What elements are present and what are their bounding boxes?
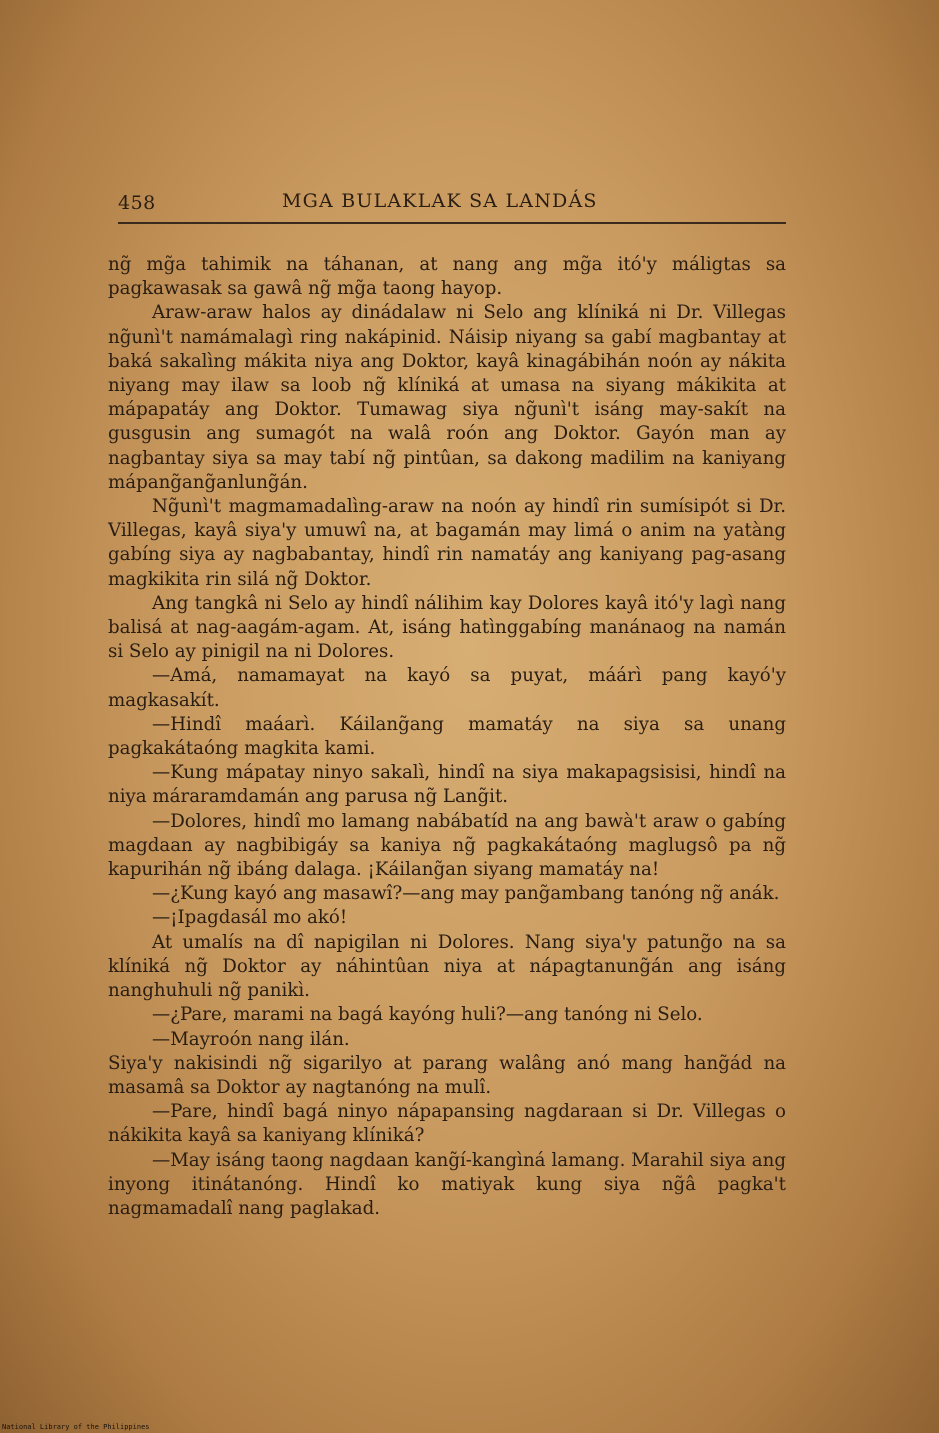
paragraph: Araw-araw halos ay dinádalaw ni Selo ang klíniká ni Dr. Villegas ng̃unì't namámalagì ring nakápinid. Náisip niyang sa gabí magbantay at baká sakalìng mákita niya ang Doktor, kayâ kinagábihán noón ay nákita niyang may ilaw sa loob ng̃ klíniká at umasa na siyang mákikita at mápapatáy ang Doktor. Tumawag siya ng̃unì't isáng may-sakít na gusgusin ang sumagót na walâ roón ang Doktor. Gayón man ay nagbantay siya sa may tabí ng̃ pintûan, sa dakong madilim na kaniyang mápang̃ang̃anlung̃án. bbox=[108, 302, 786, 493]
dialogue-line: —May isáng taong nagdaan kang̃í-kangìná lamang. Marahil siya ang inyong itinátanóng. Hindî ko matiyak kung siya ng̃â pagka't nagmamadalî nang paglakad. bbox=[108, 1149, 786, 1219]
running-head bbox=[118, 188, 786, 218]
dialogue-line: —Kung mápatay ninyo sakalì, hindî na siya makapagsisisi, hindî na niya máraramdamán ang parusa ng̃ Lang̃it. bbox=[108, 762, 786, 808]
paragraph: Siya'y nakisindi ng̃ sigarilyo at parang walâng anó mang hang̃ád na masamâ sa Doktor ay nagtanóng na mulî. bbox=[108, 1052, 786, 1098]
dialogue-line: —¿Kung kayó ang masawî?—ang may pang̃ambang tanóng ng̃ anák. bbox=[152, 883, 780, 905]
page-number: 458 bbox=[118, 192, 156, 214]
paragraph: Ng̃unì't magmamadalìng-araw na noón ay hindî rin sumísipót si Dr. Villegas, kayâ siya'y umuwî na, at bagamán may limá o anim na yatàng gabíng siya ay nagbabantay, hindî rin namatáy ang kaniyang pag-asang magkikita rin silá ng̃ Doktor. bbox=[108, 496, 786, 590]
library-credit: National Library of the Philippines bbox=[2, 1423, 150, 1431]
dialogue-line: —Hindî maáarì. Káilang̃ang mamatáy na siya sa unang pagkakátaóng magkita kami. bbox=[108, 713, 786, 760]
dialogue-line: —Mayroón nang ilán. bbox=[152, 1028, 350, 1050]
dialogue-line: —¡Ipagdasál mo akó! bbox=[152, 907, 348, 929]
header-rule bbox=[118, 222, 786, 224]
paragraph: At umalís na dî napigilan ni Dolores. Nang siya'y patung̃o na sa klíniká ng̃ Doktor ay náhintûan niya at nápagtanung̃án ang isáng nanghuhuli ng̃ panikì. bbox=[108, 931, 786, 1002]
book-title: MGA BULAKLAK SA LANDÁS bbox=[282, 190, 598, 212]
dialogue-line: —Amá, namamayat na kayó sa puyat, máárì pang kayó'y magkasakít. bbox=[108, 665, 786, 711]
dialogue-line: —¿Pare, marami na bagá kayóng huli?—ang tanóng ni Selo. bbox=[152, 1004, 703, 1026]
paragraph: Ang tangkâ ni Selo ay hindî nálihim kay Dolores kayâ itó'y lagì nang balisá at nag-aagám-agam. At, isáng hatìnggabíng manánaog na namán si Selo ay pinigil na ni Dolores. bbox=[108, 592, 786, 663]
dialogue-line: —Pare, hindî bagá ninyo nápapansing nagdaraan si Dr. Villegas o nákikita kayâ sa kaniyang klíniká? bbox=[108, 1101, 786, 1147]
dialogue-line: —Dolores, hindî mo lamang nabábatíd na ang bawà't araw o gabíng magdaan ay nagbibigáy sa kaniya ng̃ pagkakátaóng maglugsô pa ng̃ kapurihán ng̃ ibáng dalaga. ¡Káilang̃an siyang mamatáy na! bbox=[108, 810, 786, 881]
page-text bbox=[108, 253, 786, 1221]
paragraph: ng̃ mg̃a tahimik na táhanan, at nang ang mg̃a itó'y máligtas sa pagkawasak sa gawâ ng̃ mg̃a taong hayop. bbox=[108, 254, 786, 300]
